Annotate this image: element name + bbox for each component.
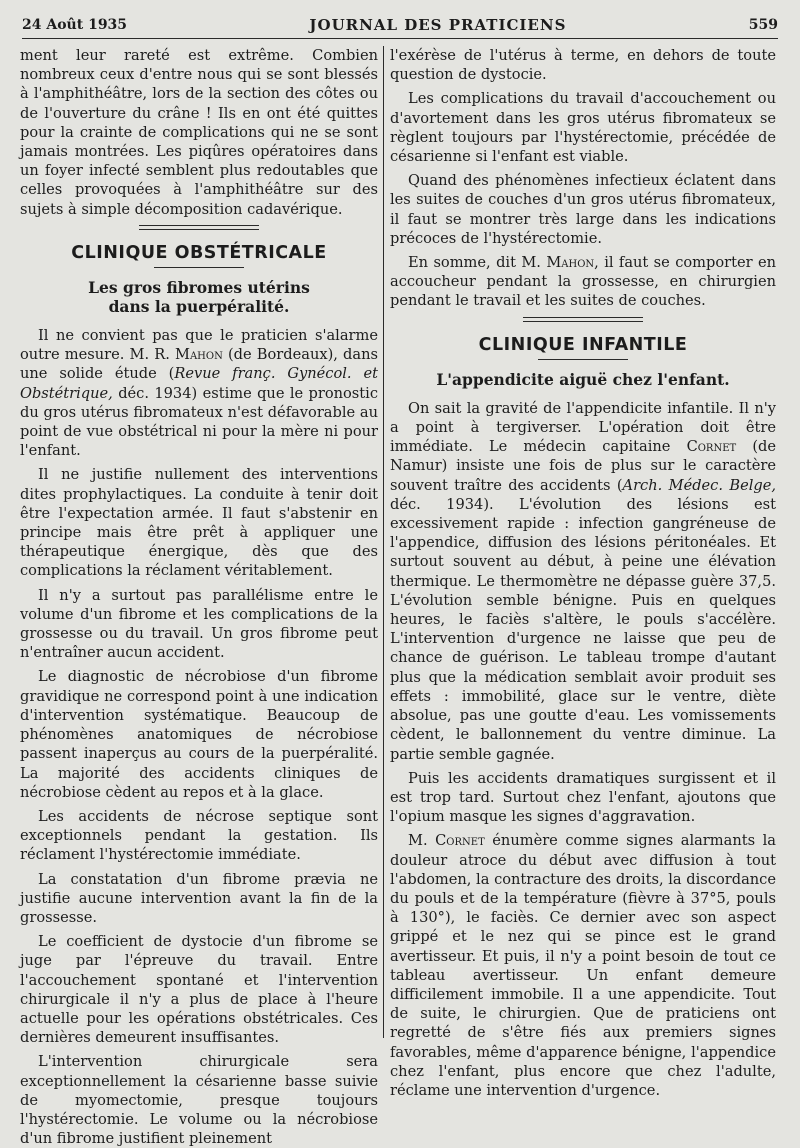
paragraph [390, 253, 776, 311]
text-run: En somme, dit M. [408, 254, 547, 272]
section-divider [523, 317, 643, 322]
section-title-underline [538, 359, 628, 360]
text-run: M. [408, 832, 436, 850]
citation: Revue franç. Gynécol. et Obstétrique, [20, 365, 378, 402]
article-title-appendicite: L'appendicite aiguë chez l'enfant. [436, 369, 730, 389]
article-title-fibromes [20, 278, 378, 316]
column-divider [383, 46, 384, 1038]
header-page-number: 559 [748, 17, 778, 33]
left-column [20, 46, 378, 1148]
page-header [22, 12, 778, 38]
paragraph: L'intervention chirurgicale sera exceptionnellement la césarienne basse suivie de myomectomie, presque toujours l'hystérectomie. Le volume ou la nécrobiose d'un fibrome justifient pleinement [20, 1053, 378, 1148]
citation: Arch. Médec. Belge, [622, 476, 776, 494]
right-column [390, 46, 776, 1099]
text-run: déc. 1934) estime que le pronostic du gros utérus fibromateux n'est défavorable au point de vue obstétrical ni pour la mère ni pour l'enfant. [20, 384, 378, 460]
paragraph: La constatation d'un fibrome prævia ne justifie aucune intervention avant la fin de la grossesse. [20, 870, 378, 926]
section-title-pediatrics: CLINIQUE INFANTILE [478, 334, 688, 355]
paragraph: Quand des phénomènes infectieux éclatent dans les suites de couches d'un gros utérus fibromateux, il faut se montrer très large dans les indications précoces de l'hystérectomie. [390, 172, 776, 247]
paragraph [390, 831, 776, 1100]
text-run: déc. 1934). L'évolution des lésions est excessivement rapide : infection gangréneuse de l'appendice, diffusion des lésions péritonéales. Et surtout souvent au début, à peine une élévation thermique. Le thermomètre ne dépasse guère 37,5. L'évolution semble bénigne. Puis en quelques heures, le faciès s'altère, le pouls s'accélère. L'intervention d'urgence ne laisse que peu de chance de guérison. Le tableau trompe d'autant plus que la médication semblait avoir produit ses effets : immobilité, glace sur le ventre, diète absolue, pas une goutte d'eau. Les vomissements cèdent, le ballonnement du ventre diminue. La partie semble gagnée. [390, 495, 776, 763]
section-divider [139, 225, 259, 230]
paragraph: Il ne justifie nullement des interventions dites prophylactiques. La conduite à tenir doit être l'expectation armée. Il faut s'abstenir en principe mais être prêt à appliquer une thérapeutique énergique, dès que des complications la réclament véritablement. [20, 466, 378, 580]
paragraph: Le diagnostic de nécrobiose d'un fibrome gravidique ne correspond point à une indication d'intervention systématique. Beaucoup de phénomènes anatomiques de nécrobiose passent inaperçus au cours de la puerpéralité. La majorité des accidents cliniques de nécrobiose cèdent au repos et à la glace. [20, 668, 378, 801]
author-name: Mahon [546, 254, 595, 272]
header-rule [22, 38, 778, 39]
paragraph: Puis les accidents dramatiques surgissent et il est trop tard. Surtout chez l'enfant, ajoutons que l'opium masque les signes d'aggravation. [390, 769, 776, 826]
text-run: , il faut se comporter en accoucheur pendant la grossesse, en chirurgien pendant le travail et les suites de couches. [390, 254, 776, 310]
header-date: 24 Août 1935 [22, 17, 128, 33]
text-run: (de Namur) insiste une fois de plus sur le caractère souvent traître des accidents ( [390, 438, 776, 494]
article-title-line2: dans la puerpéralité. [108, 297, 290, 317]
text-run: Il ne convient pas que le praticien s'alarme outre mesure. M. R. [20, 327, 378, 364]
section-title-obstetrics: CLINIQUE OBSTÉTRICALE [71, 242, 327, 263]
section-title-underline [154, 267, 244, 268]
paragraph [390, 399, 776, 764]
text-run: (de Bordeaux), dans une solide étude ( [20, 346, 378, 383]
text-run: On sait la gravité de l'appendicite infantile. Il n'y a point à tergiverser. L'opération doit être immédiate. Le médecin capitaine [390, 399, 776, 456]
paragraph [20, 326, 378, 460]
text-run: énumère comme signes alarmants la douleur atroce du début avec diffusion à tout l'abdomen, la contracture des droits, la discordance du pouls et de la température (fièvre à 37°5, pouls à 130°), le faciès. Ce dernier avec son aspect grippé et le nez qui se pince est le grand avertisseur. Et puis, il n'y a point besoin de tout ce tableau avertisseur. Un enfant demeure difficilement immobile. Il a une appendicite. Tout de suite, le chirurgien. Que de praticiens ont regretté de s'être fiés aux premiers signes favorables, même d'apparence bénigne, l'appendice chez l'enfant, plus encore que chez l'adulte, réclame une intervention d'urgence. [390, 832, 776, 1099]
right-continuation-paragraph: l'exérèse de l'utérus à terme, en dehors de toute question de dystocie. [390, 47, 776, 84]
paragraph: Il n'y a surtout pas parallélisme entre le volume d'un fibrome et les complications de la grossesse ou du travail. Un gros fibrome peut n'entraîner aucun accident. [20, 586, 378, 662]
author-name: Cornet [686, 438, 737, 456]
left-intro-paragraph: ment leur rareté est extrême. Combien nombreux ceux d'entre nous qui se sont blessés à l'amphithéâtre, lors de la section des côtes ou de l'ouverture du crâne ! Ils en ont été quittes pour la crainte de complications qui ne se sont jamais montrées. Les piqûres opératoires dans un foyer infecté semblent plus redoutables que celles provoquées à l'amphithéâtre sur des sujets à simple décomposition cadavérique. [20, 47, 378, 218]
header-journal-title: JOURNAL DES PRATICIENS [309, 16, 567, 34]
paragraph: Les accidents de nécrose septique sont exceptionnels pendant la gestation. Ils réclament l'hystérectomie immédiate. [20, 807, 378, 864]
author-name: Mahon [175, 346, 223, 364]
paragraph: Les complications du travail d'accouchement ou d'avortement dans les gros utérus fibromateux se règlent toujours par l'hystérectomie, précédée de césarienne si l'enfant est viable. [390, 90, 776, 166]
paragraph: Le coefficient de dystocie d'un fibrome se juge par l'épreuve du travail. Entre l'accouchement spontané et l'intervention chirurgicale il n'y a plus de place à l'heure actuelle pour les opérations obstétricales. Ces dernières demeurent insuffisantes. [20, 933, 378, 1047]
author-name: Cornet [435, 832, 485, 850]
article-title-line1: Les gros fibromes utérins [88, 278, 310, 298]
